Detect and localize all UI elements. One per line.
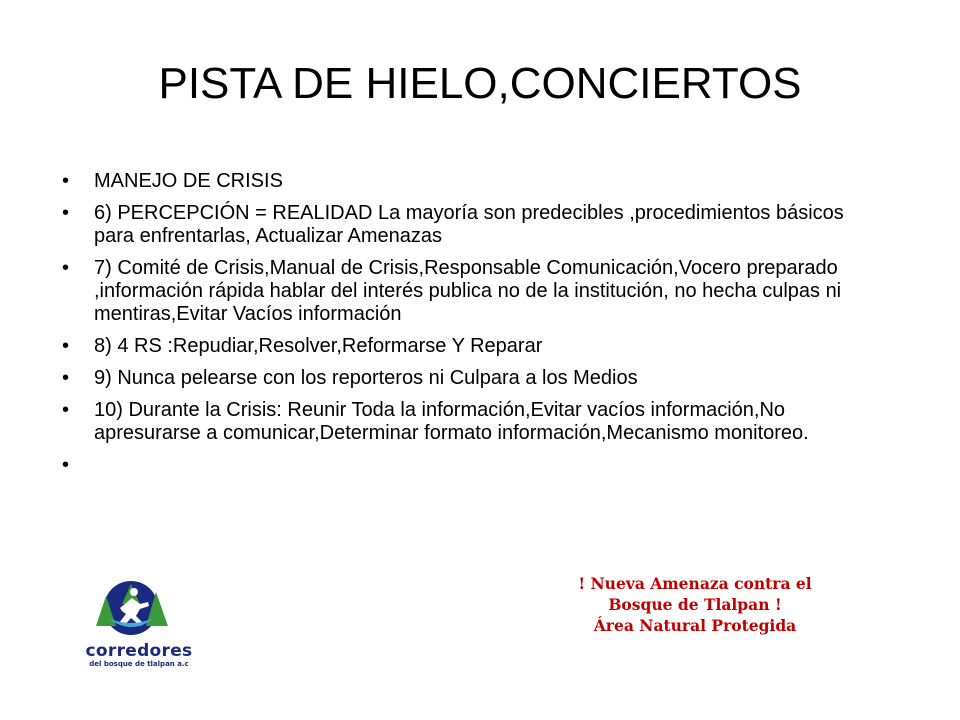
bullet-list [58, 170, 858, 476]
bullet-dot: • [62, 367, 70, 389]
bullet-dot: • [62, 399, 70, 421]
bullet-text: 9) Nunca pelearse con los reporteros ni Culpara a los Medios [94, 367, 638, 389]
slide-title: PISTA DE HIELO,CONCIERTOS [158, 59, 802, 108]
notice-line-2: Bosque de Tlalpan ! [608, 595, 782, 614]
notice-line-1: ! Nueva Amenaza contra el [578, 574, 812, 593]
bullet-item [58, 170, 858, 193]
bullet-dot: • [62, 454, 70, 476]
logo-text [84, 642, 194, 669]
bullet-item [58, 399, 858, 445]
bullet-text: 6) PERCEPCIÓN = REALIDAD La mayoría son predecibles ,procedimientos básicos para enfrentarlas, Actualizar Amenazas [94, 202, 844, 247]
bullet-text: 7) Comité de Crisis,Manual de Crisis,Responsable Comunicación,Vocero preparado ,información rápida hablar del interés publica no de la institución, no hecha culpas ni mentiras,Evitar Vacíos información [94, 257, 842, 325]
logo-name: corredores [85, 641, 193, 661]
bullet-dot: • [62, 202, 70, 224]
bullet-dot: • [62, 257, 70, 279]
notice-line-3: Área Natural Protegida [593, 616, 797, 635]
bullet-item [58, 367, 858, 390]
threat-notice [540, 573, 850, 636]
bullet-item [58, 202, 858, 248]
bullet-text: 8) 4 RS :Repudiar,Resolver,Reformarse Y Reparar [94, 335, 543, 357]
bullet-text: 10) Durante la Crisis: Reunir Toda la información,Evitar vacíos información,No apresurarse a comunicar,Determinar formato información,Mecanismo monitoreo. [94, 399, 809, 444]
bullet-item [58, 335, 858, 358]
bullet-text: MANEJO DE CRISIS [94, 170, 283, 192]
bullet-item [58, 257, 858, 326]
bullet-dot: • [62, 170, 70, 192]
logo-subtitle: del bosque de tlalpan a.c [89, 660, 189, 668]
bullet-dot: • [62, 335, 70, 357]
